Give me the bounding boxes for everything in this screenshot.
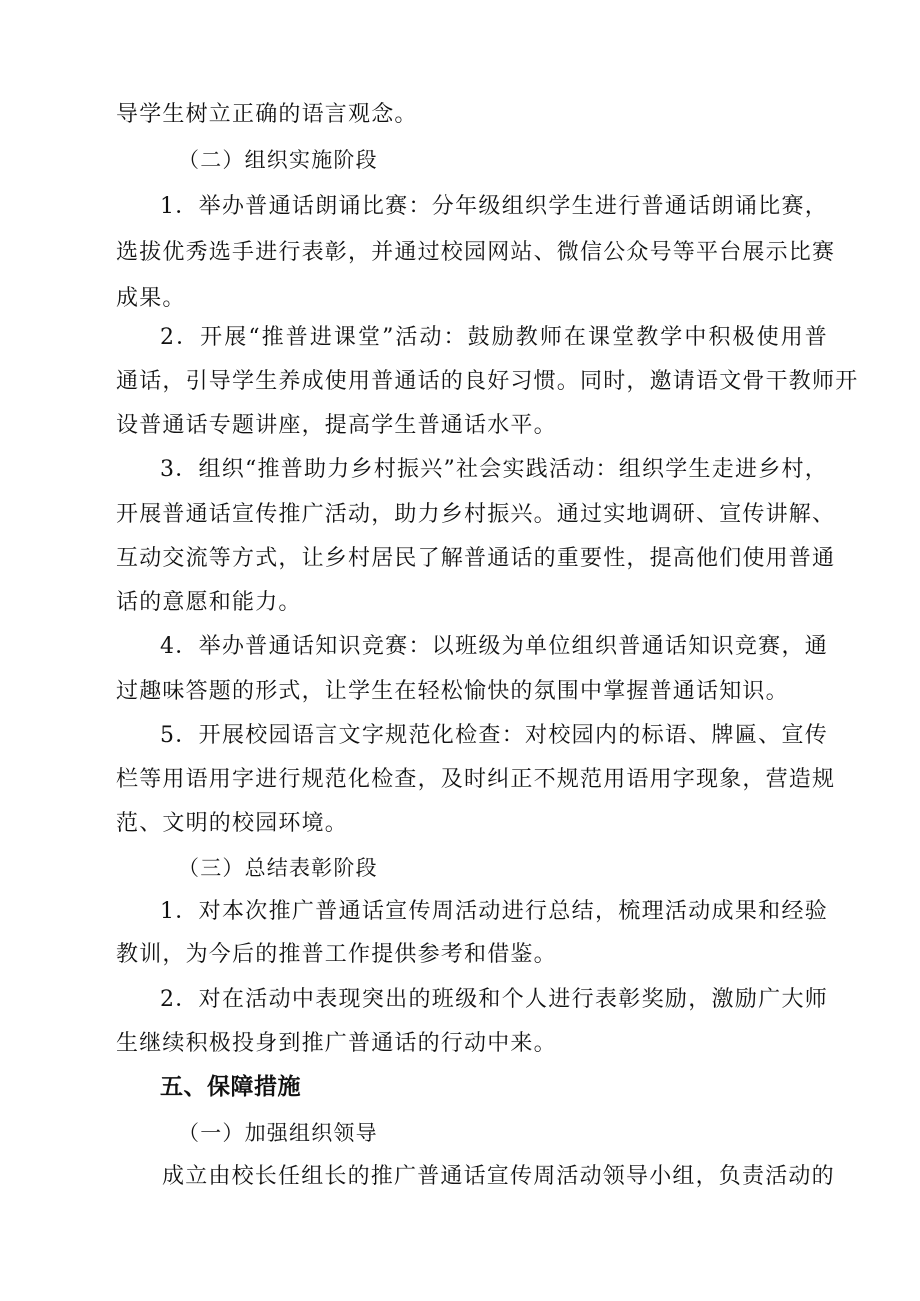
list-item-line: 3．组织“推普助力乡村振兴”社会实践活动：组织学生走进乡村， [160,457,828,482]
paragraph-line: 范、文明的校园环境。 [116,811,349,836]
section-heading: 五、保障措施 [160,1074,301,1100]
paragraph-line: 成果。 [116,286,186,311]
list-item-line: 1．举办普通话朗诵比赛：分年级组织学生进行普通话朗诵比赛， [160,194,828,219]
paragraph-line: 过趣味答题的形式，让学生在轻松愉快的氛围中掌握普通话知识。 [116,679,789,704]
list-item-line: 1．对本次推广普通话宣传周活动进行总结，梳理活动成果和经验 [160,899,828,924]
section-subheading: （三）总结表彰阶段 [178,856,378,880]
paragraph-line: 教训，为今后的推普工作提供参考和借鉴。 [116,942,557,967]
paragraph-line: 互动交流等方式，让乡村居民了解普通话的重要性，提高他们使用普通 [116,546,836,571]
paragraph-line: 话的意愿和能力。 [116,590,302,615]
list-item-line: 4．举办普通话知识竞赛：以班级为单位组织普通话知识竞赛，通 [160,634,828,659]
paragraph-line: 选拔优秀选手进行表彰，并通过校园网站、微信公众号等平台展示比赛 [116,240,836,265]
paragraph-line: 开展普通话宣传推广活动，助力乡村振兴。通过实地调研、宣传讲解、 [116,502,836,527]
section-subheading: （一）加强组织领导 [178,1121,378,1145]
list-item-line: 2．对在活动中表现突出的班级和个人进行表彰奖励，激励广大师 [160,987,828,1012]
list-item-line: 5．开展校园语言文字规范化检查：对校园内的标语、牌匾、宣传 [160,723,828,748]
section-subheading: （二）组织实施阶段 [178,148,378,172]
paragraph-line: 栏等用语用字进行规范化检查，及时纠正不规范用语用字现象，营造规 [116,767,836,792]
paragraph-line: 导学生树立正确的语言观念。 [116,102,418,127]
list-item-line: 2．开展“推普进课堂”活动：鼓励教师在课堂教学中积极使用普 [160,325,828,350]
paragraph-line: 设普通话专题讲座，提高学生普通话水平。 [116,413,557,438]
paragraph-line: 成立由校长任组长的推广普通话宣传周活动领导小组，负责活动的 [162,1164,835,1189]
paragraph-line: 通话，引导学生养成使用普通话的良好习惯。同时，邀请语文骨干教师开 [116,369,859,394]
paragraph-line: 生继续积极投身到推广普通话的行动中来。 [116,1031,557,1056]
